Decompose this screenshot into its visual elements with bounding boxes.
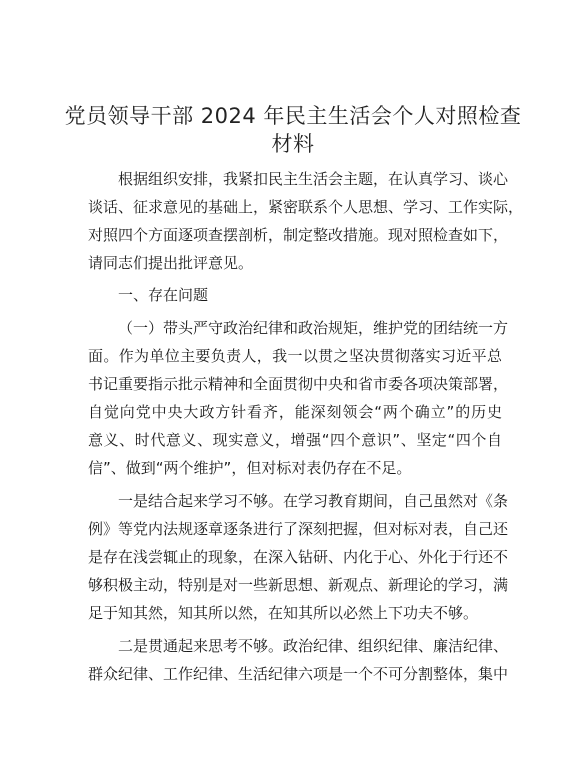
paragraph-4-line-1: 一是结合起来学习不够。在学习教育期间，自己虽然对《条 (118, 492, 509, 510)
paragraph-1-line-2: 谈话、征求意见的基础上，紧密联系个人思想、学习、工作实际， (88, 198, 524, 216)
paragraph-4-line-2: 例》等党内法规逐章逐条进行了深刻把握，但对标对表，自己还 (88, 520, 509, 538)
paragraph-1-line-1: 根据组织安排，我紧扣民主生活会主题，在认真学习、谈心 (118, 170, 509, 188)
section-heading: 一、存在问题 (118, 286, 209, 304)
paragraph-5-line-1: 二是贯通起来思考不够。政治纪律、组织纪律、廉洁纪律、 (118, 637, 509, 655)
paragraph-3-line-3: 书记重要指示批示精神和全面贯彻中央和省市委各项决策部署， (88, 375, 509, 393)
paragraph-1-line-3: 对照四个方面逐项查摆剖析，制定整改措施。现对照检查如下， (88, 226, 509, 244)
paragraph-4-line-4: 够积极主动，特别是对一些新思想、新观点、新理论的学习，满 (88, 576, 509, 594)
paragraph-5-line-2: 群众纪律、工作纪律、生活纪律六项是一个不可分割整体，集中 (88, 665, 509, 683)
paragraph-3-line-2: 面。作为单位主要负责人，我一以贯之坚决贯彻落实习近平总 (88, 347, 502, 365)
paragraph-3-line-5: 意义、时代意义、现实意义，增强“四个意识”、坚定“四个自 (88, 431, 502, 449)
paragraph-4-line-5: 足于知其然，知其所以然，在知其所以必然上下功夫不够。 (88, 604, 479, 622)
document-title-line-2: 材料 (271, 132, 315, 156)
document-title-line-1: 党员领导干部 2024 年民主生活会个人对照检查 (64, 104, 522, 128)
paragraph-1-line-4: 请同志们提出批评意见。 (88, 254, 254, 272)
paragraph-3-line-4: 自觉向党中央大政方针看齐，能深刻领会“两个确立”的历史 (88, 403, 502, 421)
paragraph-3-line-1: （一）带头严守政治纪律和政治规矩，维护党的团结统一方 (118, 319, 509, 337)
paragraph-4-line-3: 是存在浅尝辄止的现象，在深入钻研、内化于心、外化于行还不 (88, 548, 509, 566)
paragraph-3-line-6: 信”、做到“两个维护”，但对标对表仍存在不足。 (88, 459, 412, 477)
